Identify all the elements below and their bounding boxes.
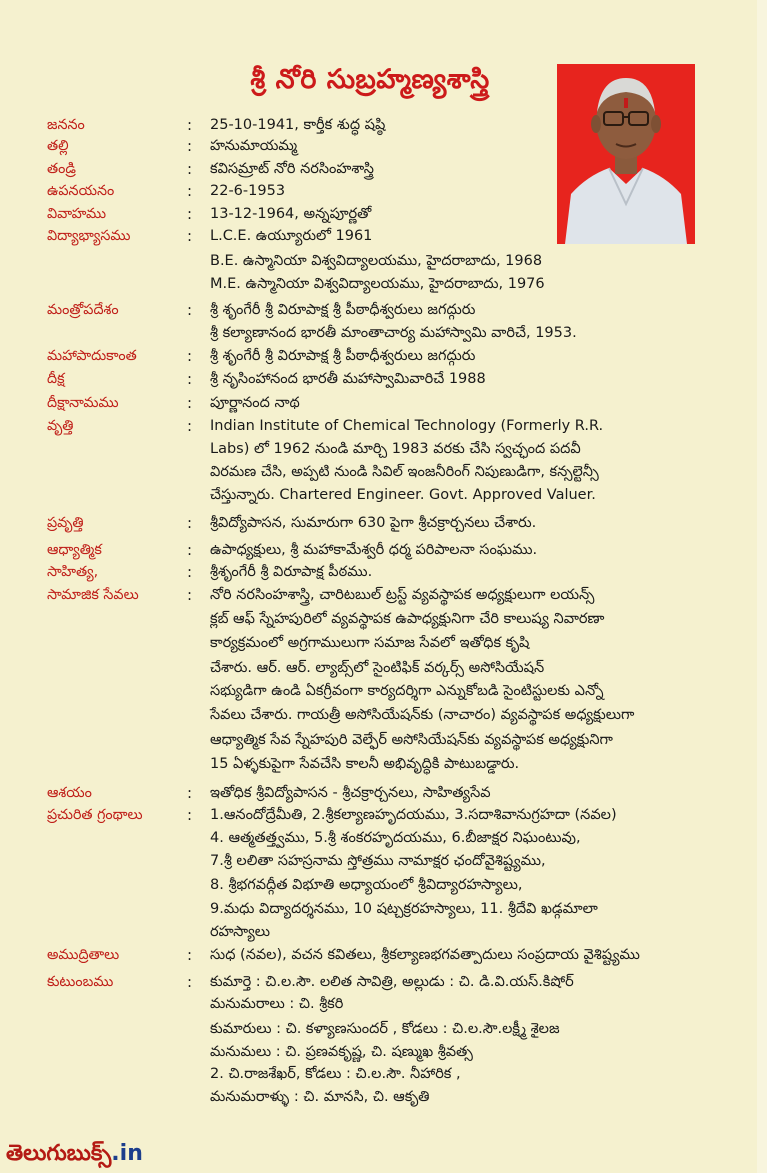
row-label: జననం (47, 117, 85, 133)
detail-row (0, 782, 767, 804)
detail-row (0, 921, 767, 943)
row-value: B.E. ఉస్మానియా విశ్వవిద్యాలయము, హైదరాబాదు, 1968 (210, 253, 543, 269)
row-label: ఉపనయనం (47, 183, 115, 199)
row-label: కుటుంబము (47, 974, 114, 990)
row-value: సేవలు చేశారు. గాయత్రీ అసోసియేషన్‌కు (నాచారం) వ్యవస్థాపక అధ్యక్షులుగా (210, 707, 635, 723)
row-value: కార్యక్రమంలో అగ్రగాములుగా సమాజ సేవలో ఇతోధిక కృషి (210, 635, 530, 651)
row-value: శ్రీ నృసింహానంద భారతీ మహాస్వామివారిచే 1988 (210, 371, 486, 387)
detail-row (0, 704, 767, 726)
row-value: శ్రీ శృంగేరీ శ్రీ విరూపాక్ష శ్రీ పీఠాధీశ్వరులు జగద్గురు (210, 348, 476, 364)
row-label: ప్రవృత్తి (47, 515, 84, 531)
watermark-tld: .in (111, 1141, 143, 1166)
page-edge (757, 0, 767, 1173)
detail-row (0, 632, 767, 654)
watermark-logo (6, 1141, 143, 1167)
row-value: శ్రీవిద్యోపాసన, సుమారుగా 630 పైగా శ్రీచక్రార్చనలు చేశారు. (210, 515, 537, 531)
row-value: Indian Institute of Chemical Technology (Formerly R.R. (210, 418, 604, 434)
row-label: దీక్ష (47, 371, 65, 387)
row-value: ఆధ్యాత్మిక సేవ స్నేహపురి వెల్ఫేర్ అసోసియేషన్‌కు వ్యవస్థాపక అధ్యక్షునిగా (210, 732, 613, 748)
detail-row (0, 273, 767, 295)
detail-row (0, 561, 767, 583)
detail-row (0, 680, 767, 702)
detail-row (0, 850, 767, 872)
row-value: 7.శ్రీ లలితా సహస్రనామ స్తోత్రము నామాక్షర ఛందోవైశిష్ట్యము, (210, 853, 546, 869)
row-value: చేస్తున్నారు. Chartered Engineer. Govt. Approved Valuer. (210, 487, 596, 503)
detail-row (0, 1041, 767, 1063)
row-label: సామాజిక సేవలు (47, 587, 139, 603)
row-label: ఆధ్యాత్మిక (47, 542, 102, 558)
detail-row (0, 345, 767, 367)
row-label: వృత్తి (47, 418, 74, 434)
detail-row (0, 158, 767, 180)
row-value: 9.మధు విద్యాదర్శనము, 10 షట్చక్రరహస్యాలు, 11. శ్రీదేవి ఖడ్గమాలా (210, 901, 598, 917)
detail-row (0, 484, 767, 506)
row-value: కవిసమ్రాట్ నోరి నరసింహశాస్త్రి (210, 161, 374, 177)
detail-row (0, 225, 767, 247)
row-value: 1.ఆనందోద్రేమీతి, 2.శ్రీకల్యాణహృదయము, 3.సదాశివానుగ్రహదా (నవల) (210, 807, 617, 823)
row-label: దీక్షానామము (47, 395, 119, 411)
detail-row (0, 135, 767, 157)
row-colon: : (187, 347, 193, 365)
detail-row (0, 944, 767, 966)
row-value: విరమణ చేసి, అప్పటి నుండి సివిల్ ఇంజనీరింగ్ నిపుణుడిగా, కన్సల్టెన్సీ (210, 464, 599, 480)
detail-row (0, 753, 767, 775)
detail-row (0, 250, 767, 272)
detail-row (0, 299, 767, 321)
detail-row (0, 804, 767, 826)
row-colon: : (187, 205, 193, 223)
detail-row (0, 584, 767, 606)
row-label: ఆశయం (47, 785, 92, 801)
row-value: శ్రీ కల్యాణానంద భారతీ మాంతాచార్య మహాస్వామి వారిచే, 1953. (210, 325, 577, 341)
page-title: శ్రీ నోరి సుబ్రహ్మణ్యశాస్త్రి (250, 64, 490, 95)
row-colon: : (187, 116, 193, 134)
row-colon: : (187, 417, 193, 435)
detail-row (0, 1063, 767, 1085)
row-value: 22-6-1953 (210, 183, 286, 199)
row-value: 13-12-1964, అన్నపూర్ణతో (210, 206, 372, 222)
row-colon: : (187, 806, 193, 824)
row-colon: : (187, 394, 193, 412)
detail-row (0, 993, 767, 1015)
row-colon: : (187, 586, 193, 604)
row-value: శ్రీశృంగేరీ శ్రీ విరూపాక్ష పీఠము. (210, 564, 373, 580)
row-colon: : (187, 182, 193, 200)
detail-row (0, 874, 767, 896)
row-value: కుమార్తె : చి.ల.సౌ. లలిత సావిత్రి, అల్లుడు : చి. డి.వి.యస్.కిషోర్ (210, 974, 574, 990)
row-value: పూర్ణానంద నాథ (210, 395, 300, 411)
detail-row (0, 1018, 767, 1040)
row-colon: : (187, 563, 193, 581)
row-value: L.C.E. ఉయ్యూరులో 1961 (210, 228, 373, 244)
row-value: 15 ఏళ్ళకుపైగా సేవచేసి కాలనీ అభివృద్ధికి పాటుబడ్డారు. (210, 756, 520, 772)
row-colon: : (187, 160, 193, 178)
detail-row (0, 512, 767, 534)
row-value: 4. ఆత్మతత్త్వము, 5.శ్రీ శంకరహృదయము, 6.బీజాక్షర నిఘంటువు, (210, 830, 581, 846)
row-colon: : (187, 301, 193, 319)
detail-row (0, 368, 767, 390)
detail-row (0, 729, 767, 751)
detail-row (0, 657, 767, 679)
row-value: మనుమరాళ్ళు : చి. మానసి, చి. ఆకృతి (210, 1089, 430, 1105)
row-value: ఇతోధిక శ్రీవిద్యోపాసన - శ్రీచక్రార్చనలు, సాహిత్యసేవ (210, 785, 491, 801)
row-colon: : (187, 541, 193, 559)
row-value: రహస్యాలు (210, 924, 271, 940)
detail-row (0, 827, 767, 849)
detail-row (0, 971, 767, 993)
row-label: తండ్రి (47, 161, 76, 177)
detail-row (0, 415, 767, 437)
detail-row (0, 203, 767, 225)
row-label: మంత్రోపదేశం (47, 302, 119, 318)
row-value: 8. శ్రీభగవద్గీత విభూతి అధ్యాయంలో శ్రీవిద్యారహస్యాలు, (210, 877, 523, 893)
row-label: సాహిత్య, (47, 564, 99, 580)
watermark-name: తెలుగుబుక్స్ (6, 1141, 112, 1166)
row-value: మనుమలు : చి. ప్రణవకృష్ణ, చి. షణ్ముఖ శ్రీవత్స (210, 1044, 473, 1060)
row-label: అముద్రితాలు (47, 947, 120, 963)
row-value: క్లబ్ ఆఫ్ స్నేహపురిలో వ్యవస్థాపక ఉపాధ్యక్షునిగా చేరి కాలుష్య నివారణా (210, 611, 605, 627)
row-colon: : (187, 973, 193, 991)
detail-row (0, 539, 767, 561)
row-value: Labs) లో 1962 నుండి మార్చి 1983 వరకు చేసి స్వచ్ఛంద పదవీ (210, 441, 581, 457)
row-label: మహాపాదుకాంత (47, 348, 137, 364)
row-value: శ్రీ శృంగేరీ శ్రీ విరూపాక్ష శ్రీ పీఠాధీశ్వరులు జగద్గురు (210, 302, 476, 318)
detail-row (0, 114, 767, 136)
row-value: 2. చి.రాజశేఖర్, కోడలు : చి.ల.సౌ. నీహారిక , (210, 1066, 461, 1082)
row-label: తల్లి (47, 138, 69, 154)
row-value: మనుమరాలు : చి. శ్రీకరి (210, 996, 344, 1012)
detail-row (0, 438, 767, 460)
detail-row (0, 392, 767, 414)
row-value: హనుమాయమ్మ (210, 138, 298, 154)
detail-row (0, 180, 767, 202)
row-label: వివాహము (47, 206, 107, 222)
detail-row (0, 898, 767, 920)
row-label: ప్రచురిత గ్రంథాలు (47, 807, 143, 823)
row-colon: : (187, 227, 193, 245)
row-value: ఉపాధ్యక్షులు, శ్రీ మహాకామేశ్వరీ ధర్మ పరిపాలనా సంఘము. (210, 542, 538, 558)
detail-row (0, 461, 767, 483)
row-value: చేశారు. ఆర్. ఆర్. ల్యాబ్స్‌లో సైంటిఫిక్ వర్కర్స్ అసోసియేషన్ (210, 660, 545, 676)
row-value: సభ్యుడిగా ఉండి ఏకగ్రీవంగా కార్యదర్శిగా ఎన్నుకోబడి సైంటిస్టులకు ఎన్నో (210, 683, 604, 699)
row-value: M.E. ఉస్మానియా విశ్వవిద్యాలయము, హైదరాబాదు, 1976 (210, 276, 545, 292)
detail-row (0, 1086, 767, 1108)
row-colon: : (187, 370, 193, 388)
detail-row (0, 322, 767, 344)
row-colon: : (187, 946, 193, 964)
row-label: విద్యాభ్యాసము (47, 228, 131, 244)
row-value: సుధ (నవల), వచన కవితలు, శ్రీకల్యాణభగవత్పాదులు సంప్రదాయ వైశిష్ట్యము (210, 947, 640, 963)
row-colon: : (187, 514, 193, 532)
row-value: 25-10-1941, కార్తీక శుద్ధ షష్ఠి (210, 117, 386, 133)
detail-row (0, 608, 767, 630)
row-value: కుమారులు : చి. కళ్యాణసుందర్ , కోడలు : చి.ల.సౌ.లక్ష్మీ శైలజ (210, 1021, 560, 1037)
row-value: నోరి నరసింహశాస్త్రి, చారిటబుల్ ట్రస్ట్ వ్యవస్థాపక అధ్యక్షులుగా లయన్స్ (210, 587, 595, 603)
row-colon: : (187, 784, 193, 802)
row-colon: : (187, 137, 193, 155)
